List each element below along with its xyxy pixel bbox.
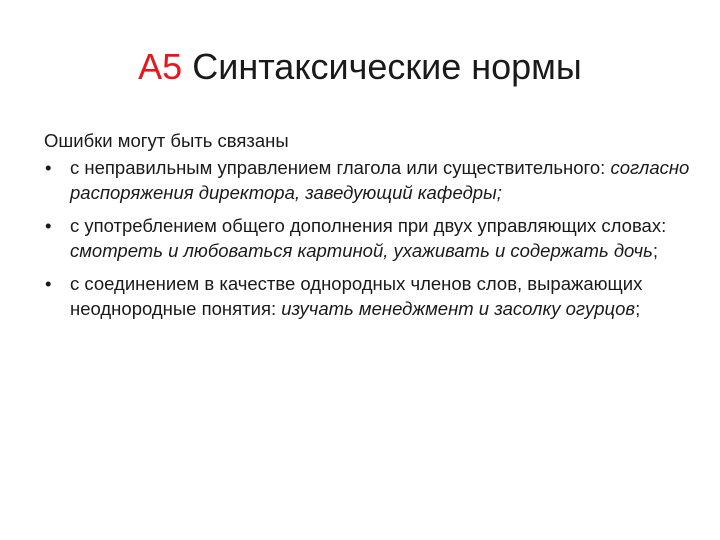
item-example: смотреть и любоваться картиной, ухаживать и содержать дочь [70,240,653,261]
item-text: с неправильным управлением глагола или существительного: [70,157,611,178]
title-main: Синтаксические нормы [192,46,582,87]
slide-body [44,128,694,329]
item-example: изучать менеджмент и засолку огурцов [281,298,636,319]
list-item [44,271,694,321]
bullet-icon: • [45,215,52,236]
bullet-icon: • [45,273,52,294]
bullet-list [44,155,694,321]
list-item [44,213,694,263]
list-item [44,155,694,205]
item-example: согласно распоряжения директора, заведующий кафедры; [70,157,690,203]
bullet-icon: • [45,157,52,178]
item-text: с употреблением общего дополнения при двух управляющих словах: [70,215,667,236]
item-tail: ; [652,240,658,261]
item-text: с соединением в качестве однородных членов слов, выражающих неоднородные понятия: [70,273,643,319]
item-tail: ; [635,298,641,319]
slide-title [0,42,720,92]
title-prefix: А5 [138,46,183,87]
intro-text: Ошибки могут быть связаны [44,130,289,151]
